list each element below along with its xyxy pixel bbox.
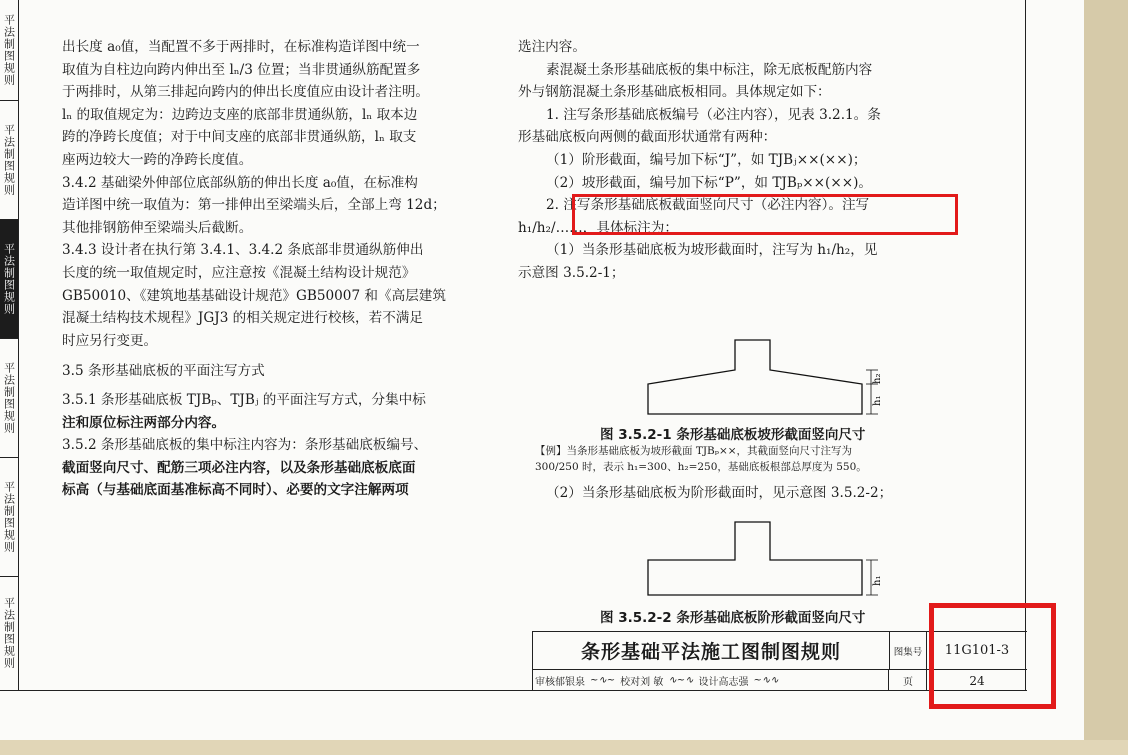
text-line: 座两边较大一跨的净跨长度值。 — [62, 151, 253, 168]
text-line: 素混凝土条形基础底板的集中标注，除无底板配筋内容 — [546, 61, 873, 78]
signature-icon: ~∿~ — [590, 675, 616, 686]
text-line: 时应另行变更。 — [62, 332, 158, 349]
dim-label-h1: h₁ — [872, 575, 883, 586]
text-line: 3.4.2 基础梁外伸部位底部纵筋的伸出长度 a₀值，在标准构 — [62, 174, 418, 191]
example-line: 【例】当条形基础底板为坡形截面 TJBₚ××，其截面竖向尺寸注写为 — [535, 445, 853, 457]
page-margin-bottom — [0, 740, 1128, 755]
check-label: 校对 — [620, 677, 641, 688]
atlas-number-value: 11G101-3 — [927, 632, 1027, 670]
dim-label-h1: h₁ — [872, 395, 883, 406]
side-tab-3-active: 平法制图规则 — [0, 220, 18, 339]
atlas-number-label: 图集号 — [890, 632, 927, 670]
example-note — [535, 443, 995, 475]
text-line: 3.5.1 条形基础底板 TJBₚ、TJBⱼ 的平面注写方式，分集中标 — [62, 391, 426, 408]
page-margin-right — [1084, 0, 1128, 755]
text-line: lₙ 的取值规定为：边跨边支座的底部非贯通纵筋，lₙ 取本边 — [62, 106, 418, 123]
step-section-diagram — [640, 520, 890, 600]
text-line: 混凝土结构技术规程》JGJ3 的相关规定进行校核，若不满足 — [62, 310, 423, 327]
right-text-column — [518, 36, 988, 285]
frame-right-border — [1025, 0, 1026, 690]
review-label: 审核 — [535, 677, 555, 688]
signature-icon: ∿~∿ — [668, 675, 694, 686]
text-line: （1）当条形基础底板为坡形截面时，注写为 h₁/h₂，见 — [546, 242, 878, 259]
left-text-column — [62, 36, 502, 502]
text-line: （1）阶形截面，编号加下标“J”，如 TJBⱼ××(××)； — [546, 151, 867, 168]
text-line: 外与钢筋混凝土条形基础底板相同。具体规定如下： — [518, 84, 831, 101]
text-line: 3.4.3 设计者在执行第 3.4.1、3.4.2 条底部非贯通纵筋伸出 — [62, 242, 424, 259]
text-line: 标高（与基础底面基准标高不同时）、必要的文字注解两项 — [62, 482, 409, 499]
text-line: 示意图 3.5.2-1； — [518, 264, 625, 281]
section-title: 3.5 条形基础底板的平面注写方式 — [62, 363, 265, 380]
text-line: （2）当条形基础底板为阶形截面时，见示意图 3.5.2-2； — [546, 485, 893, 501]
text-line: 于两排时，从第三排起向跨内的伸出长度值应由设计者注明。 — [62, 84, 430, 101]
design-name: 高志强 — [718, 677, 749, 688]
design-label: 设计 — [698, 677, 719, 688]
text-line: 形基础底板向两侧的截面形状通常有两种： — [518, 129, 777, 146]
highlight-box-atlas-page — [929, 603, 1056, 709]
text-line: 选注内容。 — [518, 39, 586, 55]
example-line: 300/250 时，表示 h₁=300、h₂=250，基础底板根部总厚度为 550。 — [535, 461, 867, 473]
text-line: 跨的净跨长度值；对于中间支座的底部非贯通纵筋，lₙ 取支 — [62, 129, 417, 146]
text-line: 长度的统一取值规定时，应注意按《混凝土结构设计规范》 — [62, 264, 416, 281]
text-line: h₁/h₂/……，具体标注为： — [518, 219, 678, 236]
text-line: 3.5.2 条形基础底板的集中标注内容为：条形基础底板编号、 — [62, 437, 428, 454]
text-line: 取值为自柱边向跨内伸出至 lₙ/3 位置；当非贯通纵筋配置多 — [62, 61, 421, 78]
text-line: 造详图中统一取值为：第一排伸出至梁端头后，全部上弯 12d； — [62, 197, 446, 214]
signature-row — [533, 670, 889, 691]
highlighted-line: （2）坡形截面，编号加下标“P”，如 TJBₚ××(××)。 — [546, 174, 873, 191]
drawing-title: 条形基础平法施工图制图规则 — [533, 632, 890, 670]
text-line: 出长度 a₀值，当配置不多于两排时，在标准构造详图中统一 — [62, 39, 420, 55]
check-name: 刘 敏 — [640, 677, 664, 688]
figure-1-title: 图 3.5.2-1 条形基础底板坡形截面竖向尺寸 — [600, 427, 866, 443]
text-line: GB50010、《建筑地基基础设计规范》GB50007 和《高层建筑 — [62, 287, 446, 304]
side-tab-2: 平法制图规则 — [0, 101, 18, 220]
side-tab-5: 平法制图规则 — [0, 458, 18, 577]
figure-2-title: 图 3.5.2-2 条形基础底板阶形截面竖向尺寸 — [600, 610, 866, 626]
side-tab-1: 平法制图规则 — [0, 0, 18, 101]
side-tab-6: 平法制图规则 — [2, 597, 16, 669]
text-line: 2. 注写条形基础底板截面竖向尺寸（必注内容）。注写 — [546, 197, 870, 214]
highlight-box-slope-section — [572, 194, 958, 235]
page-label: 页 — [890, 670, 927, 691]
text-line: 其他排钢筋伸至梁端头后截断。 — [62, 219, 253, 236]
slope-section-diagram — [640, 338, 890, 422]
page-number: 24 — [969, 673, 985, 688]
review-name: 郁银泉 — [555, 677, 585, 688]
text-line: 截面竖向尺寸、配筋三项必注内容，以及条形基础底板底面 — [62, 459, 416, 476]
side-tab-4: 平法制图规则 — [0, 339, 18, 458]
text-line: 注和原位标注两部分内容。 — [62, 414, 226, 431]
signature-icon: ~∿∿ — [753, 675, 779, 686]
text-line: 1. 注写条形基础底板编号（必注内容），见表 3.2.1。条 — [546, 106, 881, 123]
dim-label-h2: h₂ — [872, 373, 883, 384]
